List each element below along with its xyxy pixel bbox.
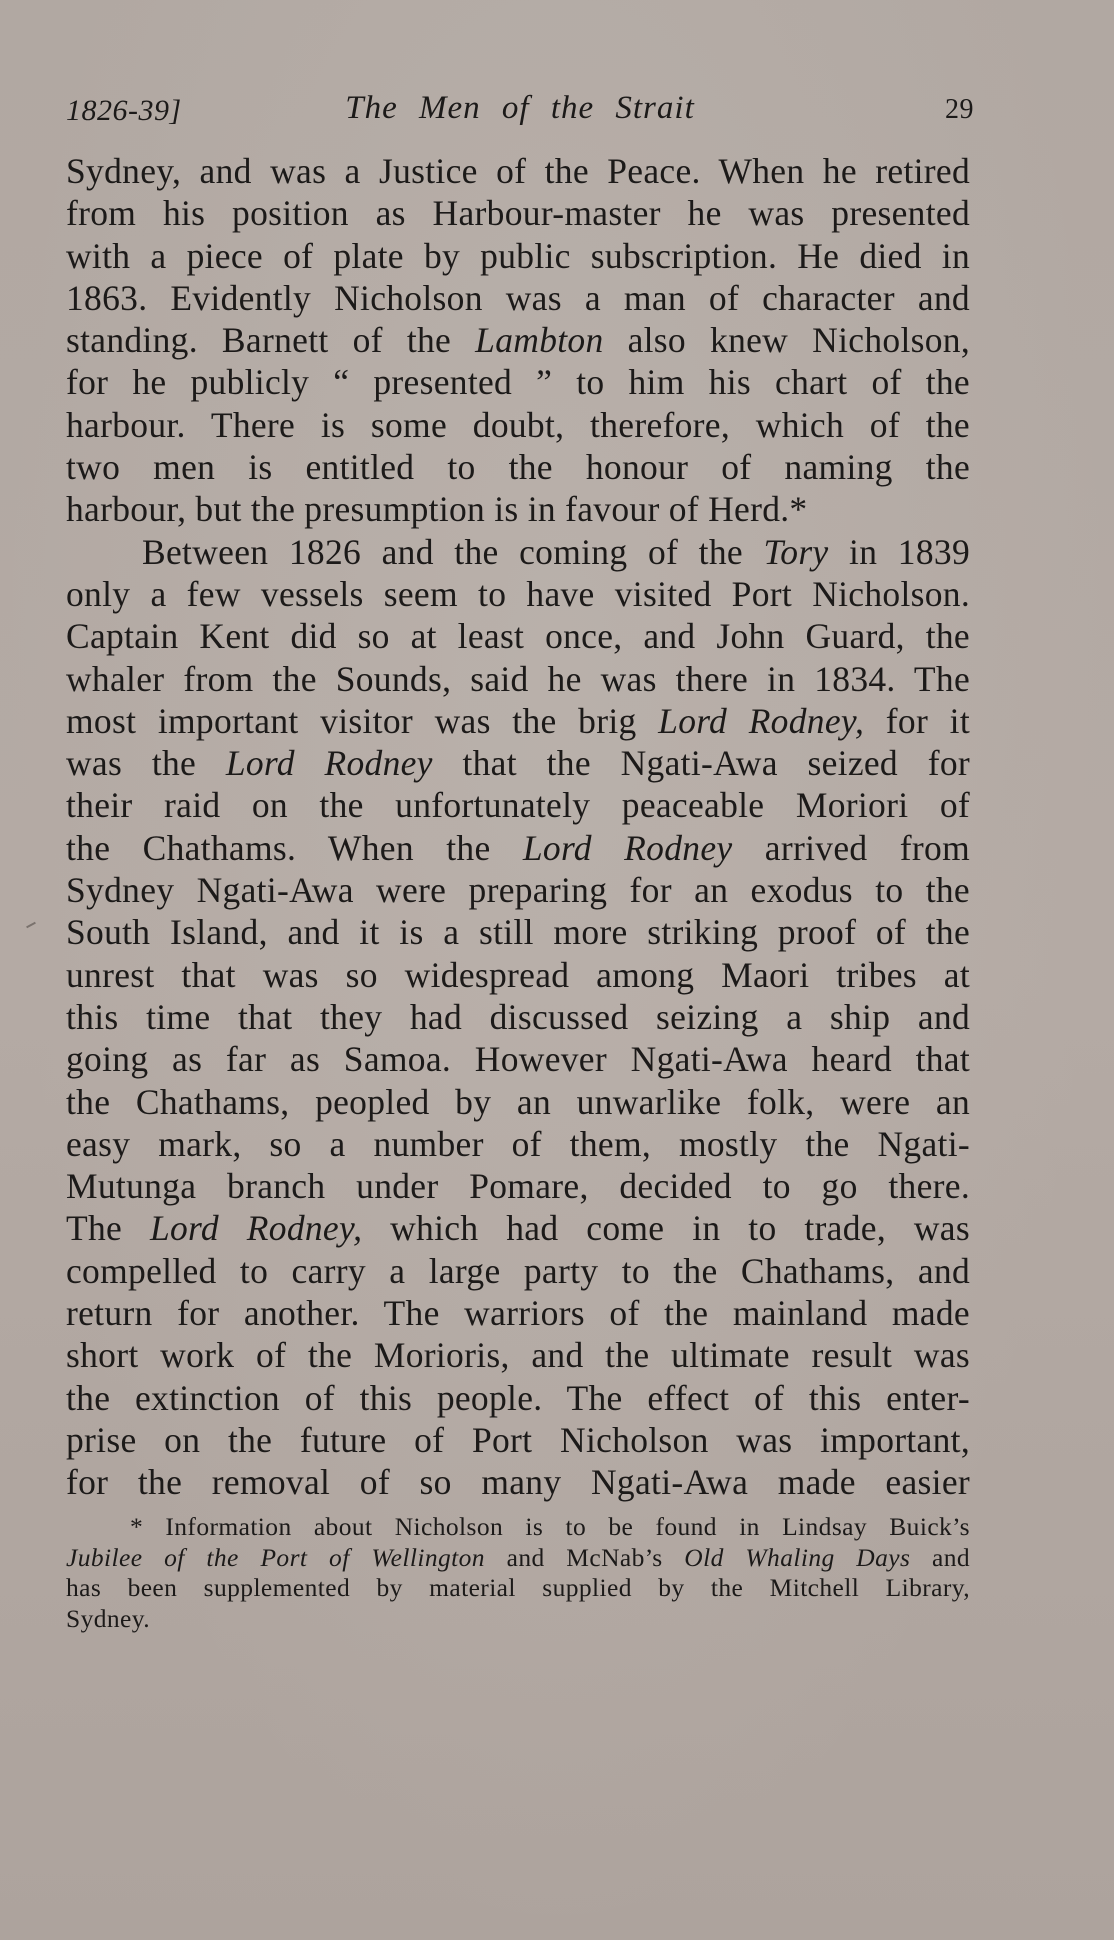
text-line: Sydney, and was a Justice of the Peace. When he retired — [66, 151, 970, 191]
text-line: harbour, but the presumption is in favour of Herd.* — [66, 489, 808, 530]
text-line: going as far as Samoa. However Ngati-Awa heard that — [66, 1039, 970, 1080]
text-line: Sydney Ngati-Awa were preparing for an exodus to the — [66, 870, 970, 911]
italic-title: Lord Rodney, — [149, 1208, 363, 1249]
date-range-heading: 1826-39] — [66, 94, 182, 127]
text-line: unrest that was so widespread among Maori tribes at — [66, 954, 970, 995]
text-line: harbour. There is some doubt, therefore, which of the — [66, 404, 970, 445]
running-head — [66, 92, 974, 132]
text-line: whaler from the Sounds, said he was there in 1834. The — [66, 658, 970, 699]
text-line — [66, 531, 970, 573]
text-line-segment: the Chathams. When the — [66, 827, 523, 868]
footnote-line-segment: and — [910, 1542, 971, 1572]
text-line: the Chathams, peopled by an unwarlike folk, were an — [66, 1081, 970, 1122]
text-line-segment: that the Ngati-Awa seized for — [432, 743, 970, 784]
text-line-segment: which had come in to trade, was — [362, 1208, 970, 1249]
text-line: easy mark, so a number of them, mostly the Ngati- — [66, 1123, 970, 1164]
text-line: from his position as Harbour-master he was presented — [66, 193, 970, 234]
text-line: two men is entitled to the honour of naming the — [66, 447, 970, 488]
footnote-line: Sydney. — [66, 1603, 151, 1633]
text-line: Mutunga branch under Pomare, decided to go there. — [66, 1166, 970, 1207]
text-line: compelled to carry a large party to the Chathams, and — [66, 1250, 970, 1291]
margin-pencil-mark — [26, 919, 48, 931]
italic-title: Old Whaling Days — [684, 1542, 911, 1572]
text-line: 1863. Evidently Nicholson was a man of character and — [66, 277, 970, 318]
italic-title: Tory — [763, 531, 829, 572]
footnote — [66, 1512, 970, 1634]
text-line: only a few vessels seem to have visited Port Nicholson. — [66, 573, 970, 614]
text-line: with a piece of plate by public subscription. He died in — [66, 235, 970, 276]
body-text — [66, 150, 970, 1504]
italic-title: Jubilee of the Port of Wellington — [66, 1542, 485, 1572]
text-line: short work of the Morioris, and the ultimate result was — [66, 1335, 970, 1376]
text-line: the extinction of this people. The effect of this enter- — [66, 1377, 970, 1418]
text-line: their raid on the unfortunately peaceable Moriori of — [66, 785, 970, 826]
text-line-segment: standing. Barnett of the — [66, 320, 476, 361]
text-line — [66, 1207, 970, 1249]
italic-title: Lord Rodney — [522, 827, 733, 868]
text-line — [66, 700, 970, 742]
text-line-segment: most important visitor was the brig — [66, 700, 659, 741]
text-line-segment: arrived from — [732, 827, 970, 868]
footnote-line: has been supplemented by material supplied by the Mitchell Library, — [66, 1573, 970, 1602]
text-line: prise on the future of Port Nicholson was important, — [66, 1419, 970, 1460]
text-line: Captain Kent did so at least once, and John Guard, the — [66, 616, 970, 657]
italic-title: Lord Rodney — [225, 743, 433, 784]
text-line-segment: also knew Nicholson, — [603, 320, 970, 361]
footnote-line-segment: and McNab’s — [484, 1542, 685, 1572]
italic-title: Lord Rodney, — [658, 700, 865, 741]
text-line — [66, 742, 970, 784]
text-line: South Island, and it is a still more striking proof of the — [66, 912, 970, 953]
text-line — [66, 827, 970, 869]
chapter-title: The Men of the Strait — [345, 90, 695, 126]
text-line: for the removal of so many Ngati-Awa made easier — [66, 1462, 970, 1503]
text-line-segment: was the — [66, 743, 226, 784]
text-line-segment: Between 1826 and the coming of the — [142, 531, 764, 572]
text-line-segment: in 1839 — [828, 531, 971, 572]
page-number: 29 — [945, 94, 974, 125]
footnote-line — [66, 1543, 970, 1574]
text-line-segment: for it — [864, 700, 970, 741]
text-line-segment: The — [66, 1208, 150, 1249]
text-line: this time that they had discussed seizing a ship and — [66, 996, 970, 1037]
text-line — [66, 319, 970, 361]
footnote-line: * Information about Nicholson is to be found in Lindsay Buick’s — [130, 1512, 970, 1541]
text-line: for he publicly “ presented ” to him his chart of the — [66, 362, 970, 403]
italic-title: Lambton — [475, 320, 604, 361]
text-line: return for another. The warriors of the mainland made — [66, 1293, 970, 1334]
